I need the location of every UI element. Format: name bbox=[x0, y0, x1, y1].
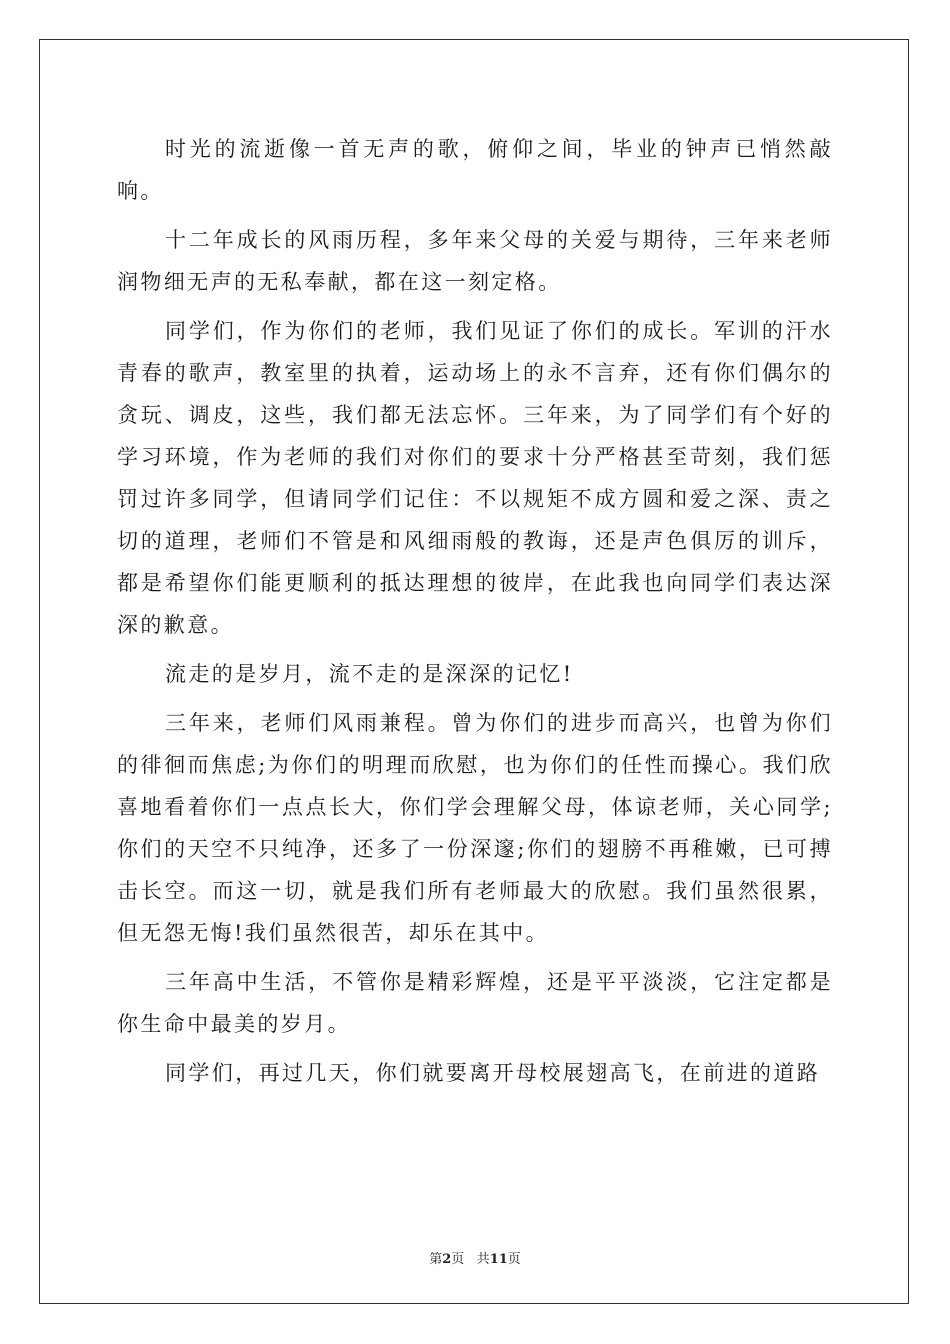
page-suffix: 页 bbox=[451, 1252, 465, 1267]
page-prefix: 第 bbox=[429, 1252, 443, 1267]
paragraph: 十二年成长的风雨历程，多年来父母的关爱与期待，三年来老师润物细无声的无私奉献，都在这一刻定格。 bbox=[117, 228, 833, 294]
paragraph: 三年高中生活，不管你是精彩辉煌，还是平平淡淡，它注定都是你生命中最美的岁月。 bbox=[117, 970, 833, 1036]
paragraph: 同学们，再过几天，你们就要离开母校展翅高飞，在前进的道路 bbox=[165, 1061, 821, 1085]
total-prefix: 共 bbox=[476, 1252, 490, 1267]
paragraph: 流走的是岁月，流不走的是深深的记忆! bbox=[165, 662, 574, 686]
page-number: 2 bbox=[442, 1252, 452, 1267]
paragraph: 时光的流逝像一首无声的歌，俯仰之间，毕业的钟声已悄然敲响。 bbox=[117, 137, 833, 203]
paragraph: 三年来，老师们风雨兼程。曾为你们的进步而高兴，也曾为你们的徘徊而焦虑;为你们的明理而欣慰，也为你们的任性而操心。我们欣喜地看着你们一点点长大，你们学会理解父母，体谅老师，关心同学;你们的天空不只纯净，还多了一份深邃;你们的翅膀不再稚嫩，已可搏击长空。而这一切，就是我们所有老师最大的欣慰。我们虽然很累，但无怨无悔!我们虽然很苦，却乐在其中。 bbox=[117, 711, 833, 945]
page-footer bbox=[0, 1248, 950, 1267]
total-suffix: 页 bbox=[507, 1252, 521, 1267]
document-body bbox=[117, 128, 833, 1101]
total-pages: 11 bbox=[489, 1252, 508, 1267]
paragraph: 同学们，作为你们的老师，我们见证了你们的成长。军训的汗水青春的歌声，教室里的执着，运动场上的永不言弃，还有你们偶尔的贪玩、调皮，这些，我们都无法忘怀。三年来，为了同学们有个好的学习环境，作为老师的我们对你们的要求十分严格甚至苛刻，我们惩罚过许多同学，但请同学们记住：不以规矩不成方圆和爱之深、责之切的道理，老师们不管是和风细雨般的教诲，还是声色俱厉的训斥，都是希望你们能更顺利的抵达理想的彼岸，在此我也向同学们表达深深的歉意。 bbox=[117, 319, 833, 637]
